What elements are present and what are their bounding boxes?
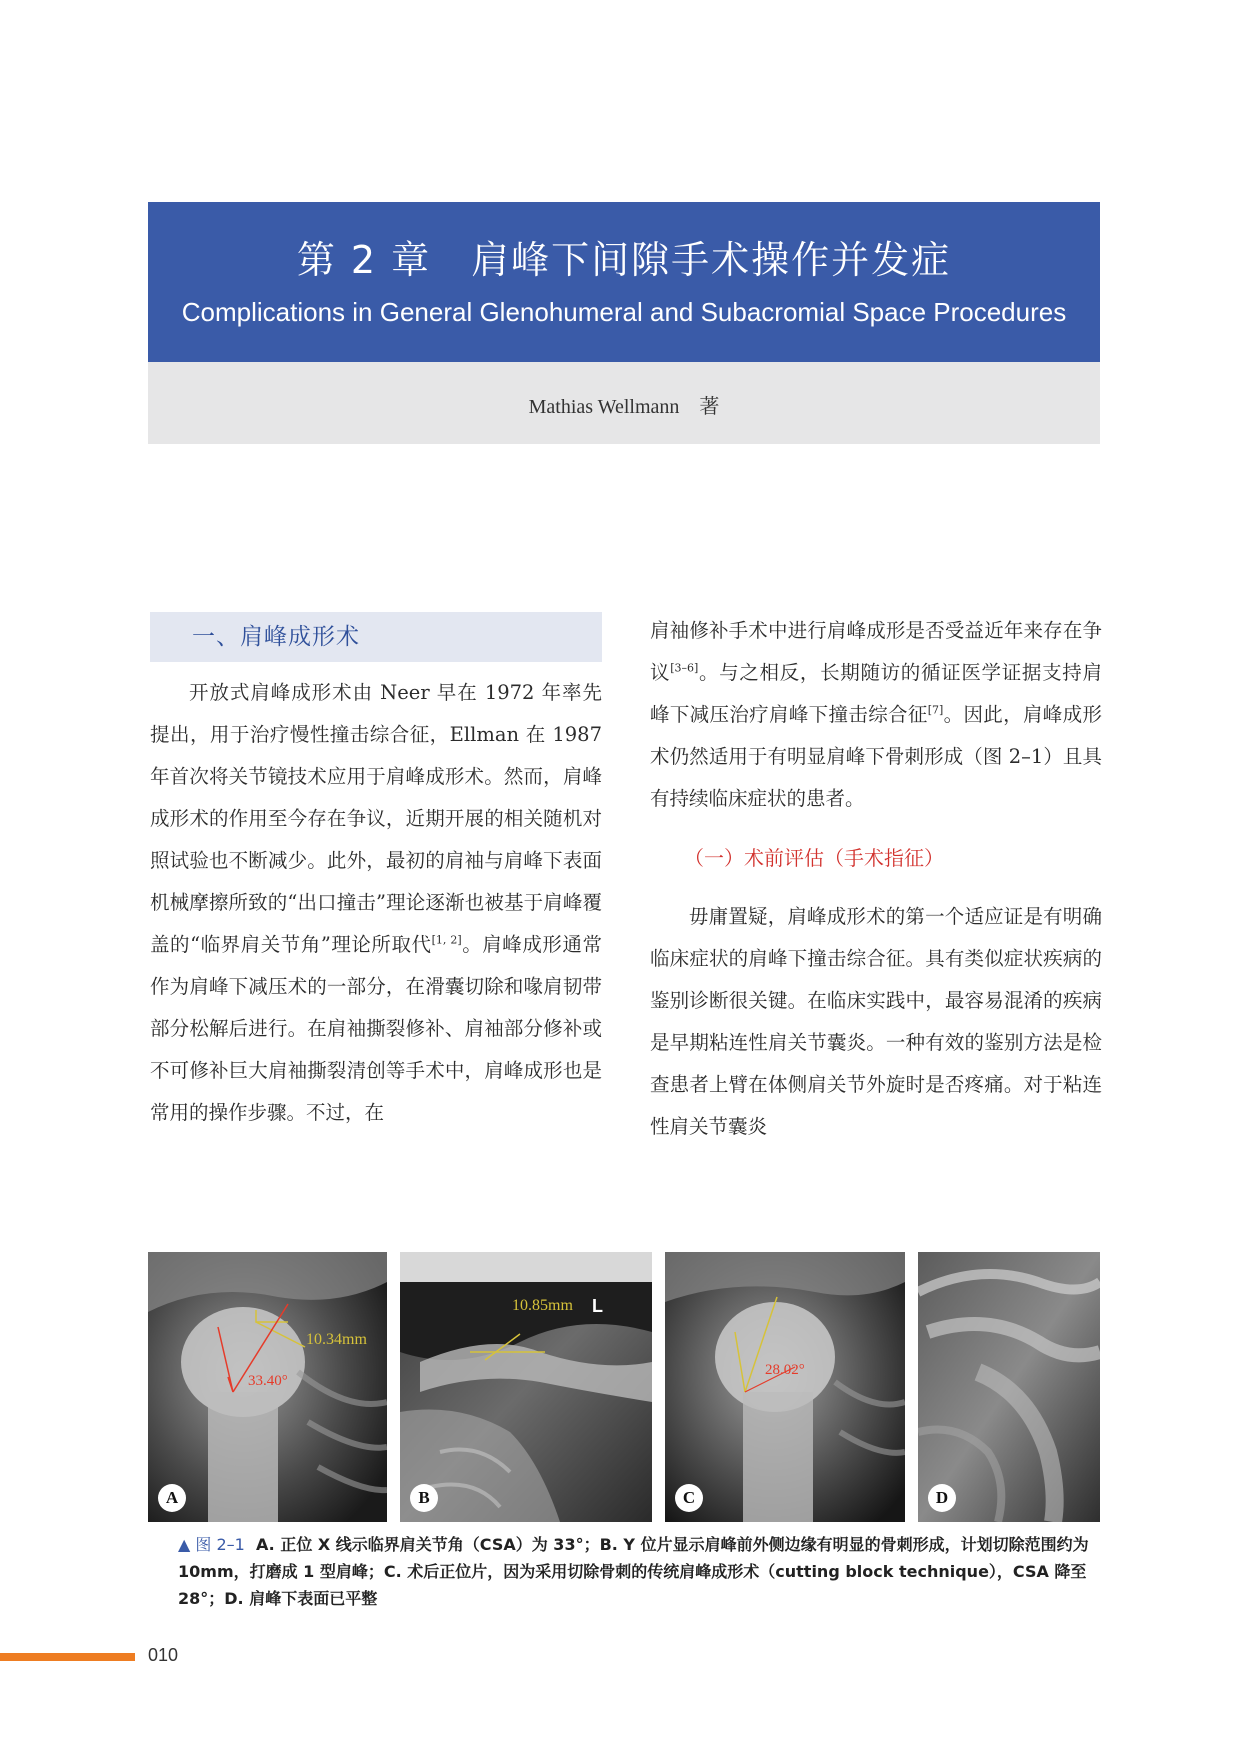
xray-panel-a [148,1252,387,1522]
panel-label-b: B [410,1484,438,1512]
measure-label: 33.40° [248,1373,288,1389]
panel-label-d: D [928,1484,956,1512]
citation: [3–6] [670,661,699,675]
author-line [148,390,1100,419]
citation: [7] [927,703,944,717]
subsection-heading: （一）术前评估（手术指征） [684,846,944,870]
page-rule [0,1653,135,1661]
body-text: 。因此，肩峰成形术仍然适用于有明显肩峰下骨刺形成（图 2–1）且具有持续临床症状的患者。 [650,703,1102,810]
panel-label-a: A [158,1484,186,1512]
body-text: 。肩峰成形通常作为肩峰下减压术的一部分，在滑囊切除和喙肩韧带部分松解后进行。在肩袖撕裂修补、肩袖部分修补或不可修补巨大肩袖撕裂清创等手术中，肩峰成形也是常用的操作步骤。不过，在 [150,933,602,1124]
chapter-title-en: Complications in General Glenohumeral and Subacromial Space Procedures [181,297,1067,327]
xray-panel-d [918,1252,1100,1522]
xray-image-d [918,1252,1100,1522]
xray-image-b [400,1252,652,1522]
chapter-title-zh: 第 2 章 肩峰下间隙手术操作并发症 [296,238,952,282]
panel-label-c: C [675,1484,703,1512]
body-paragraph [150,672,602,1134]
xray-image-a [148,1252,387,1522]
figure-label: ▲ 图 2–1 [178,1535,245,1554]
left-column [150,612,602,1134]
body-text: 开放式肩峰成形术由 Neer 早在 1972 年率先提出，用于治疗慢性撞击综合征，Ellman 在 1987 年首次将关节镜技术应用于肩峰成形术。然而，肩峰成形术的作用至今存在争议，近期开展的相关随机对照试验也不断减少。此外，最初的肩袖与肩峰下表面机械摩擦所致的“出口撞击”理论逐渐也被基于肩峰覆盖的“临界肩关节角”理论所取代 [150,681,602,956]
measure-label: 10.34mm [306,1331,367,1348]
figure-caption [178,1531,1098,1612]
section-heading-text: 一、肩峰成形术 [192,624,360,650]
xray-image-c [665,1252,905,1522]
right-column [650,610,1102,1148]
figure-2-1 [148,1252,1100,1522]
measure-label: 28.02° [765,1362,805,1378]
body-paragraph-continued [650,610,1102,820]
section-heading [150,612,602,662]
xray-panel-c [665,1252,905,1522]
xray-panel-b [400,1252,652,1522]
chapter-banner [148,202,1100,362]
author-name: Mathias Wellmann [528,396,680,418]
page-number: 010 [148,1645,179,1665]
body-paragraph: 毋庸置疑，肩峰成形术的第一个适应证是有明确临床症状的肩峰下撞击综合征。具有类似症状疾病的鉴别诊断很关键。在临床实践中，最容易混淆的疾病是早期粘连性肩关节囊炎。一种有效的鉴别方法是检查患者上臂在体侧肩关节外旋时是否疼痛。对于粘连性肩关节囊炎 [650,905,1102,1138]
body-text: 。与之相反，长期随访的循证医学证据支持肩峰下减压治疗肩峰下撞击综合征 [650,661,1102,726]
author-band [148,362,1100,444]
author-suffix: 著 [699,396,720,418]
body-text: 肩袖修补手术中进行肩峰成形是否受益近年来存在争议 [650,619,1102,684]
caption-text: A. 正位 X 线示临界肩关节角（CSA）为 33°；B. Y 位片显示肩峰前外侧边缘有明显的骨刺形成，计划切除范围约为 10mm，打磨成 1 型肩峰；C. 术后正位片，因为采用切除骨刺的传统肩峰成形术（cutting block technique），CSA 降至 28°；D. 肩峰下表面已平整 [178,1535,1089,1608]
measure-label: 10.85mm [512,1297,573,1314]
citation: [1, 2] [431,933,462,947]
side-marker: L [592,1296,603,1316]
